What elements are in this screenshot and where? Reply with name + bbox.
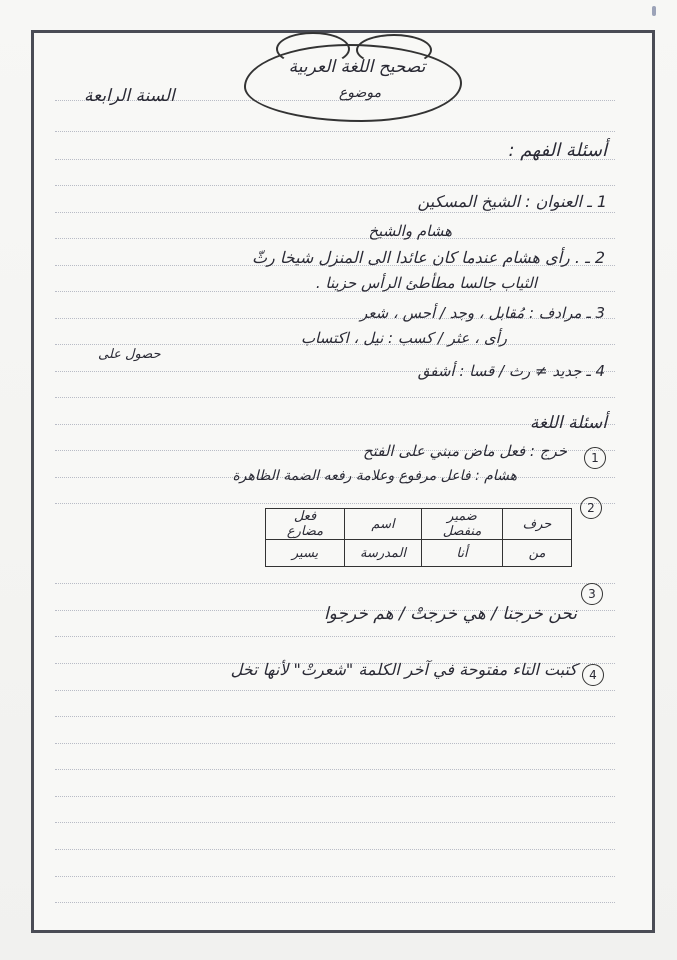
table-cell: أنا bbox=[422, 540, 503, 567]
title-cloud bbox=[244, 44, 462, 122]
q1-line-1: خرج : فعل ماض مبني على الفتح bbox=[363, 442, 567, 460]
q4-number: 4 bbox=[582, 664, 604, 686]
comprehension-heading: أسئلة الفهم : bbox=[508, 140, 607, 161]
table-cell: المدرسة bbox=[345, 540, 422, 567]
level-label: السنة الرابعة bbox=[84, 86, 175, 106]
table-header-row bbox=[266, 509, 572, 540]
grammar-table bbox=[265, 508, 572, 567]
answer-3-line-1: 3 ـ مرادف : مُقابل ، وجد / أحس ، شعر bbox=[360, 304, 605, 322]
table-row bbox=[266, 540, 572, 567]
table-header-cell: فعل مضارع bbox=[266, 509, 345, 540]
q1-number: 1 bbox=[584, 447, 606, 469]
ink-blot bbox=[652, 6, 656, 16]
table-cell: يسير bbox=[266, 540, 345, 567]
table-header-cell: اسم bbox=[345, 509, 422, 540]
q3-line: نحن خرجنا / هي خرجتْ / هم خرجوا bbox=[323, 604, 577, 624]
table-cell: من bbox=[503, 540, 572, 567]
table-header-cell: ضمير منفصل bbox=[422, 509, 503, 540]
table-header-cell: حرف bbox=[503, 509, 572, 540]
answer-1-line-2: هشام والشيخ bbox=[368, 222, 452, 240]
answer-2-line-2: الثياب جالسا مطأطئ الرأس حزينا . bbox=[315, 274, 537, 292]
language-heading: أسئلة اللغة bbox=[529, 413, 607, 433]
q2-number: 2 bbox=[580, 497, 602, 519]
answer-2-line-1: 2 ـ . رأى هشام عندما كان عائدا الى المنزل شيخا رثّ bbox=[251, 248, 605, 267]
answer-1-line-1: 1 ـ العنوان : الشيخ المسكين bbox=[417, 192, 607, 211]
answer-3-line-2: رأى ، عثر / كسب : نيل ، اكتساب bbox=[300, 329, 507, 347]
cloud-title: تصحيح اللغة العربية bbox=[288, 57, 426, 77]
answer-3-line-3: حصول على bbox=[98, 347, 161, 362]
q1-line-2: هشام : فاعل مرفوع وعلامة رفعه الضمة الظاهرة bbox=[232, 468, 517, 484]
cloud-subtitle: موضوع bbox=[338, 85, 382, 101]
q3-number: 3 bbox=[581, 583, 603, 605]
q4-line: كتبت التاء مفتوحة في آخر الكلمة "شعرتْ" لأنها تخل bbox=[230, 660, 577, 679]
answer-4-line: 4 ـ جديد ≠ رث / قسا : أشفق bbox=[417, 362, 605, 380]
